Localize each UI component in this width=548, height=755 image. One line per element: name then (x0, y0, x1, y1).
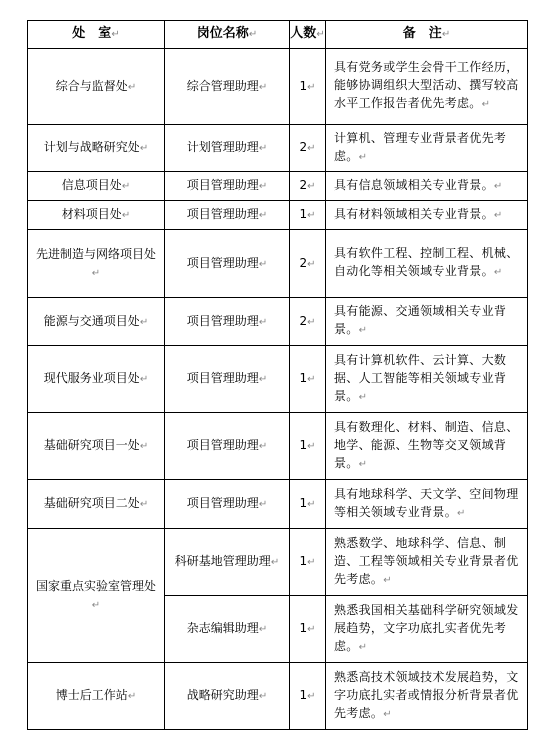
position-cell: 项目管理助理↵ (165, 230, 290, 298)
table-row (28, 230, 528, 298)
remarks-cell: 具有软件工程、控制工程、机械、自动化等相关领域专业背景。↵ (326, 230, 528, 298)
count-cell: 2↵ (290, 230, 326, 298)
remarks-cell: 具有信息领域相关专业背景。↵ (326, 172, 528, 201)
department-cell: 博士后工作站↵ (28, 663, 165, 730)
remarks-cell: 具有党务或学生会骨干工作经历，能够协调组织大型活动、撰写较高水平工作报告者优先考虑。↵ (326, 49, 528, 125)
position-cell: 项目管理助理↵ (165, 172, 290, 201)
position-cell: 项目管理助理↵ (165, 298, 290, 346)
remarks-cell: 熟悉高技术领域技术发展趋势，文字功底扎实者或情报分析背景者优先考虑。↵ (326, 663, 528, 730)
count-cell: 1↵ (290, 596, 326, 663)
recruitment-table (27, 20, 528, 730)
table-row (28, 346, 528, 413)
position-cell: 项目管理助理↵ (165, 480, 290, 529)
position-cell: 战略研究助理↵ (165, 663, 290, 730)
count-cell: 1↵ (290, 663, 326, 730)
department-cell: 计划与战略研究处↵ (28, 125, 165, 172)
table-row (28, 49, 528, 125)
table-row (28, 125, 528, 172)
table-row (28, 413, 528, 480)
department-cell: 综合与监督处↵ (28, 49, 165, 125)
count-cell: 1↵ (290, 480, 326, 529)
department-cell: 能源与交通项目处↵ (28, 298, 165, 346)
department-cell: 现代服务业项目处↵ (28, 346, 165, 413)
count-cell: 2↵ (290, 125, 326, 172)
department-cell: 基础研究项目二处↵ (28, 480, 165, 529)
table-row (28, 529, 528, 596)
position-cell: 项目管理助理↵ (165, 413, 290, 480)
table-row (28, 201, 528, 230)
department-cell: 国家重点实验室管理处↵ (28, 529, 165, 663)
count-cell: 2↵ (290, 172, 326, 201)
header-remarks: 备 注↵ (326, 21, 528, 49)
table-row (28, 663, 528, 730)
header-position: 岗位名称↵ (165, 21, 290, 49)
count-cell: 1↵ (290, 413, 326, 480)
position-cell: 项目管理助理↵ (165, 346, 290, 413)
remarks-cell: 具有计算机软件、云计算、大数据、人工智能等相关领域专业背景。↵ (326, 346, 528, 413)
header-row (28, 21, 528, 49)
count-cell: 2↵ (290, 298, 326, 346)
table-row (28, 298, 528, 346)
count-cell: 1↵ (290, 529, 326, 596)
table-row (28, 480, 528, 529)
department-cell: 材料项目处↵ (28, 201, 165, 230)
position-cell: 项目管理助理↵ (165, 201, 290, 230)
position-cell: 科研基地管理助理↵ (165, 529, 290, 596)
position-cell: 杂志编辑助理↵ (165, 596, 290, 663)
department-cell: 信息项目处↵ (28, 172, 165, 201)
count-cell: 1↵ (290, 201, 326, 230)
remarks-cell: 具有地球科学、天文学、空间物理等相关领域专业背景。↵ (326, 480, 528, 529)
department-cell: 先进制造与网络项目处↵ (28, 230, 165, 298)
remarks-cell: 熟悉数学、地球科学、信息、制造、工程等领域相关专业背景者优先考虑。↵ (326, 529, 528, 596)
count-cell: 1↵ (290, 346, 326, 413)
table-row (28, 172, 528, 201)
position-cell: 综合管理助理↵ (165, 49, 290, 125)
remarks-cell: 具有材料领域相关专业背景。↵ (326, 201, 528, 230)
remarks-cell: 熟悉我国相关基础科学研究领域发展趋势，文字功底扎实者优先考虑。↵ (326, 596, 528, 663)
remarks-cell: 具有能源、交通领域相关专业背景。↵ (326, 298, 528, 346)
department-cell: 基础研究项目一处↵ (28, 413, 165, 480)
header-department: 处 室↵ (28, 21, 165, 49)
remarks-cell: 计算机、管理专业背景者优先考虑。↵ (326, 125, 528, 172)
remarks-cell: 具有数理化、材料、制造、信息、地学、能源、生物等交叉领域背景。↵ (326, 413, 528, 480)
count-cell: 1↵ (290, 49, 326, 125)
header-count: 人数↵ (290, 21, 326, 49)
position-cell: 计划管理助理↵ (165, 125, 290, 172)
